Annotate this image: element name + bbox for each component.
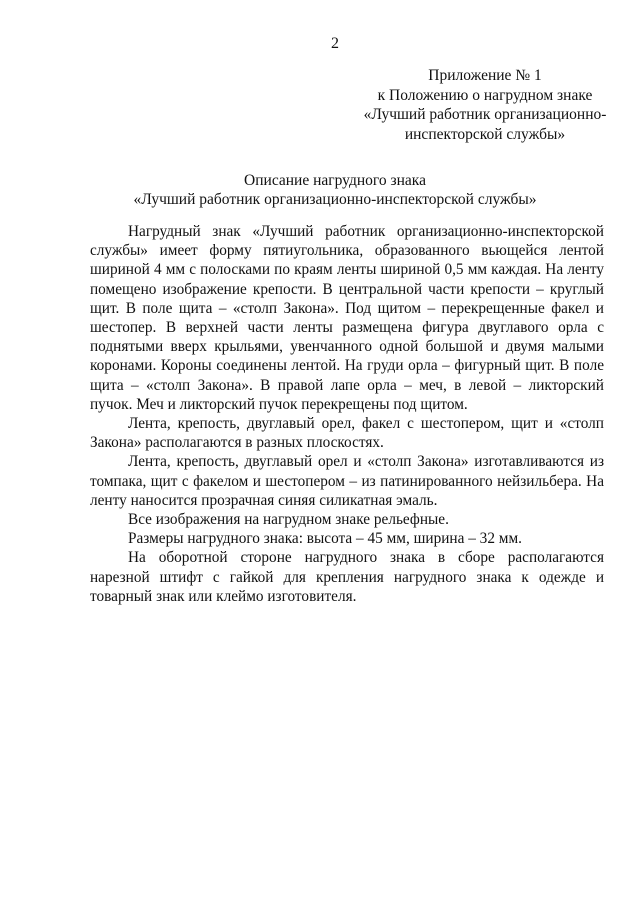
appendix-line-4: инспекторской службы» — [404, 125, 566, 143]
appendix-line-2: к Положению о нагрудном знаке — [377, 86, 593, 104]
paragraph-dimensions: Размеры нагрудного знака: высота – 45 мм, ширина – 32 мм. — [128, 530, 522, 548]
paragraph-materials: Лента, крепость, двуглавый орел и «столп Закона» изготавливаются из томпака, щит с факелом и шестопером – из патинированного нейзильбера. На ленту наносится прозрачная синяя силикатная эмаль. — [90, 453, 604, 509]
page-number: 2 — [331, 35, 339, 52]
paragraph-planes: Лента, крепость, двуглавый орел, факел с шестопером, щит и «столп Закона» располагаются в разных плоскостях. — [90, 415, 604, 452]
document-body — [90, 222, 604, 606]
title-line-2: «Лучший работник организационно-инспекторской службы» — [133, 191, 537, 208]
document-title — [0, 171, 640, 209]
paragraph-reverse-side: На оборотной стороне нагрудного знака в сборе располагаются нарезной штифт с гайкой для крепления нагрудного знака к одежде и товарный знак или клеймо изготовителя. — [90, 549, 604, 605]
paragraph-relief: Все изображения на нагрудном знаке рельефные. — [128, 511, 449, 529]
appendix-line-1: Приложение № 1 — [428, 67, 542, 84]
appendix-header — [340, 66, 630, 144]
paragraph-description: Нагрудный знак «Лучший работник организационно-инспекторской службы» имеет форму пятиугольника, образованного вьющейся лентой шириной 4 мм с полосками по краям ленты шириной 0,5 мм каждая. На ленту помещено изображение крепости. В центральной части крепости – круглый щит. В поле щита – «столп Закона». Под щитом – перекрещенные факел и шестопер. В верхней части ленты размещена фигура двуглавого орла с поднятыми вверх крыльями, увенчанного одной большой и двумя малыми коронами. Короны соединены лентой. На груди орла – фигурный щит. В поле щита – «столп Закона». В правой лапе орла – меч, в левой – ликторский пучок. Меч и ликторский пучок перекрещены под щитом. — [90, 223, 604, 413]
title-line-1: Описание нагрудного знака — [244, 172, 426, 189]
appendix-line-3: «Лучший работник организационно- — [363, 106, 607, 123]
